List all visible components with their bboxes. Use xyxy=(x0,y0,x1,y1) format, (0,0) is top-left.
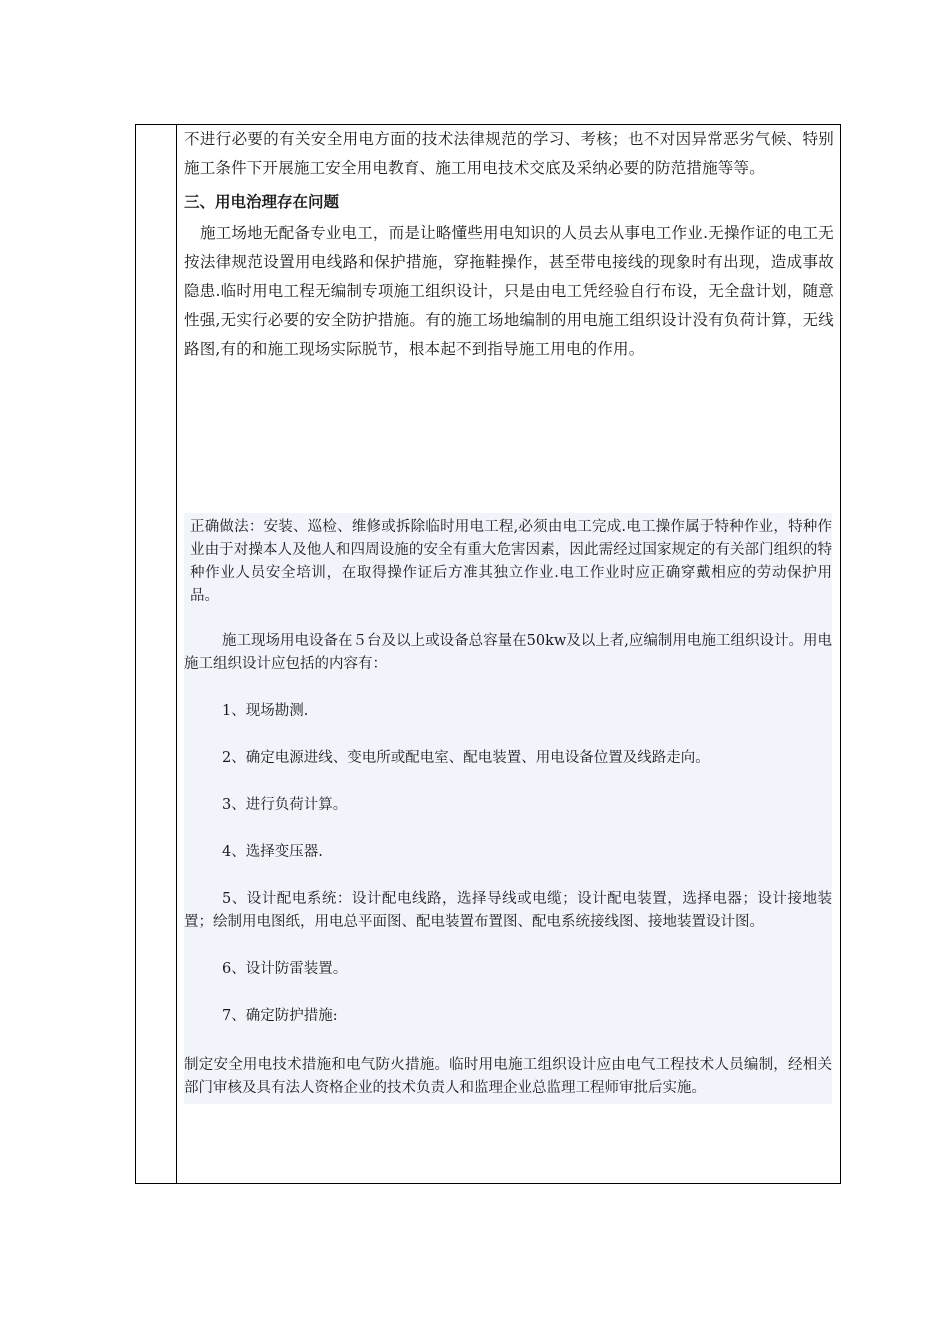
column-divider xyxy=(176,125,177,1183)
content-cell xyxy=(184,125,834,1183)
list-item: 3、进行负荷计算。 xyxy=(222,797,348,813)
section-heading: 三、用电治理存在问题 xyxy=(184,193,340,211)
list-item: 1、现场勘测. xyxy=(222,703,309,719)
final-paragraph: 制定安全用电技术措施和电气防火措施。临时用电施工组织设计应由电气工程技术人员编制，经相关部门审核及具有法人资格企业的技术负责人和监理企业总监理工程师审批后实施。 xyxy=(184,1057,832,1096)
document-table xyxy=(135,124,841,1184)
list-item: 4、选择变压器. xyxy=(222,844,323,860)
list-item: 6、设计防雷装置。 xyxy=(222,961,348,977)
continued-paragraph: 不进行必要的有关安全用电方面的技术法律规范的学习、考核；也不对因异常恶劣气候、特别施工条件下开展施工安全用电教育、施工用电技术交底及采纳必要的防范措施等等。 xyxy=(184,130,834,177)
design-requirement-paragraph: 施工现场用电设备在５台及以上或设备总容量在50kw及以上者,应编制用电施工组织设计。用电施工组织设计应包括的内容有： xyxy=(184,633,832,672)
problems-paragraph: 施工场地无配备专业电工，而是让略懂些用电知识的人员去从事电工作业.无操作证的电工无按法律规范设置用电线路和保护措施，穿拖鞋操作，甚至带电接线的现象时有出现，造成事故隐患.临时用电工程无编制专项施工组织设计，只是由电工凭经验自行布设，无全盘计划，随意性强,无实行必要的安全防护措施。有的施工场地编制的用电施工组织设计没有负荷计算，无线路图,有的和施工现场实际脱节，根本起不到指导施工用电的作用。 xyxy=(184,224,834,358)
list-item: 5、设计配电系统：设计配电线路，选择导线或电缆；设计配电装置，选择电器；设计接地装置；绘制用电图纸，用电总平面图、配电装置布置图、配电系统接线图、接地装置设计图。 xyxy=(184,891,832,930)
correct-method-paragraph: 正确做法：安装、巡检、维修或拆除临时用电工程,必须由电工完成.电工操作属于特种作业，特种作业由于对操本人及他人和四周设施的安全有重大危害因素，因此需经过国家规定的有关部门组织的特种作业人员安全培训，在取得操作证后方准其独立作业.电工作业时应正确穿戴相应的劳动保护用品。 xyxy=(190,519,832,604)
list-item: 7、确定防护措施: xyxy=(222,1008,338,1024)
list-item: 2、确定电源进线、变电所或配电室、配电装置、用电设备位置及线路走向。 xyxy=(222,750,710,766)
highlighted-excerpt xyxy=(184,513,832,1104)
